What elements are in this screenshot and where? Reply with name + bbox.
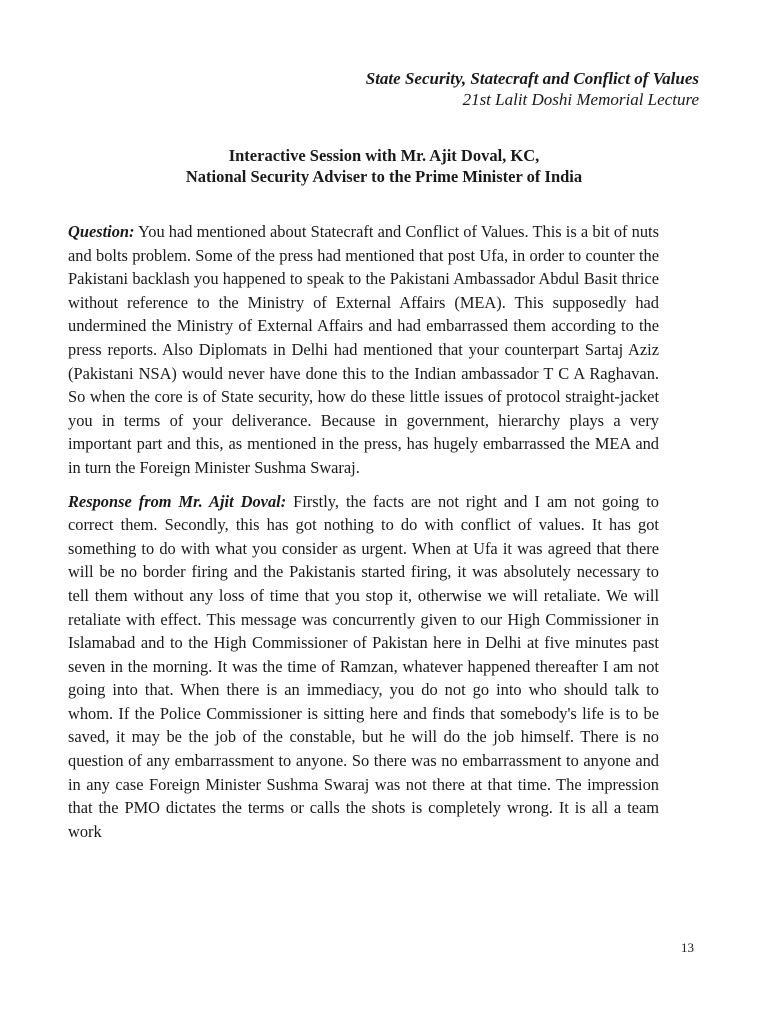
question-label: Question: <box>68 222 135 241</box>
session-heading-line-1: Interactive Session with Mr. Ajit Doval, KC, <box>228 146 540 165</box>
question-text: You had mentioned about Statecraft and Conflict of Values. This is a bit of nuts and bolts problem. Some of the press had mentioned that post Ufa, in order to counter the Pakistani backlash you happened to speak to the Pakistani Ambassador Abdul Basit thrice without reference to the Ministry of External Affairs (MEA). This supposedly had undermined the Ministry of External Affairs and had embarrassed them according to the press reports. Also Diplomats in Delhi had mentioned that your counterpart Sartaj Aziz (Pakistani NSA) would never have done this to the Indian ambassador T C A Raghavan. So when the core is of State security, how do these little issues of protocol straight-jacket you in terms of your deliverance. Because in government, hierarchy plays a very important part and this, as mentioned in the press, has hugely embarrassed the MEA and in turn the Foreign Minister Sushma Swaraj. <box>68 222 659 477</box>
page-number: 13 <box>681 940 694 955</box>
response-paragraph <box>68 490 659 844</box>
session-heading-line-2: National Security Adviser to the Prime Minister of India <box>185 167 583 186</box>
running-header-title: State Security, Statecraft and Conflict of Values <box>365 69 699 88</box>
response-text: Firstly, the facts are not right and I am not going to correct them. Secondly, this has got nothing to do with conflict of values. It has got something to do with what you consider as urgent. When at Ufa it was agreed that there will be no border firing and the Pakistanis started firing, it was absolutely necessary to tell them without any loss of time that you stop it, otherwise we will retaliate. We will retaliate with effect. This message was concurrently given to our High Commissioner in Islamabad and to the High Commissioner of Pakistan here in Delhi at five minutes past seven in the morning. It was the time of Ramzan, whatever happened thereafter I am not going into that. When there is an immediacy, you do not go into who should talk to whom. If the Police Commissioner is sitting here and finds that somebody's life is to be saved, it may be the job of the constable, but he will do the job himself. There is no question of any embarrassment to anyone. So there was no embarrassment to anyone and in any case Foreign Minister Sushma Swaraj was not there at that time. The impression that the PMO dictates the terms or calls the shots is completely wrong. It is all a team work <box>68 491 659 841</box>
running-header <box>366 68 699 110</box>
response-label: Response from Mr. Ajit Doval: <box>68 491 287 511</box>
session-heading <box>60 145 708 187</box>
question-paragraph <box>68 220 659 480</box>
running-header-subtitle: 21st Lalit Doshi Memorial Lecture <box>462 90 699 109</box>
body-text <box>68 220 659 843</box>
